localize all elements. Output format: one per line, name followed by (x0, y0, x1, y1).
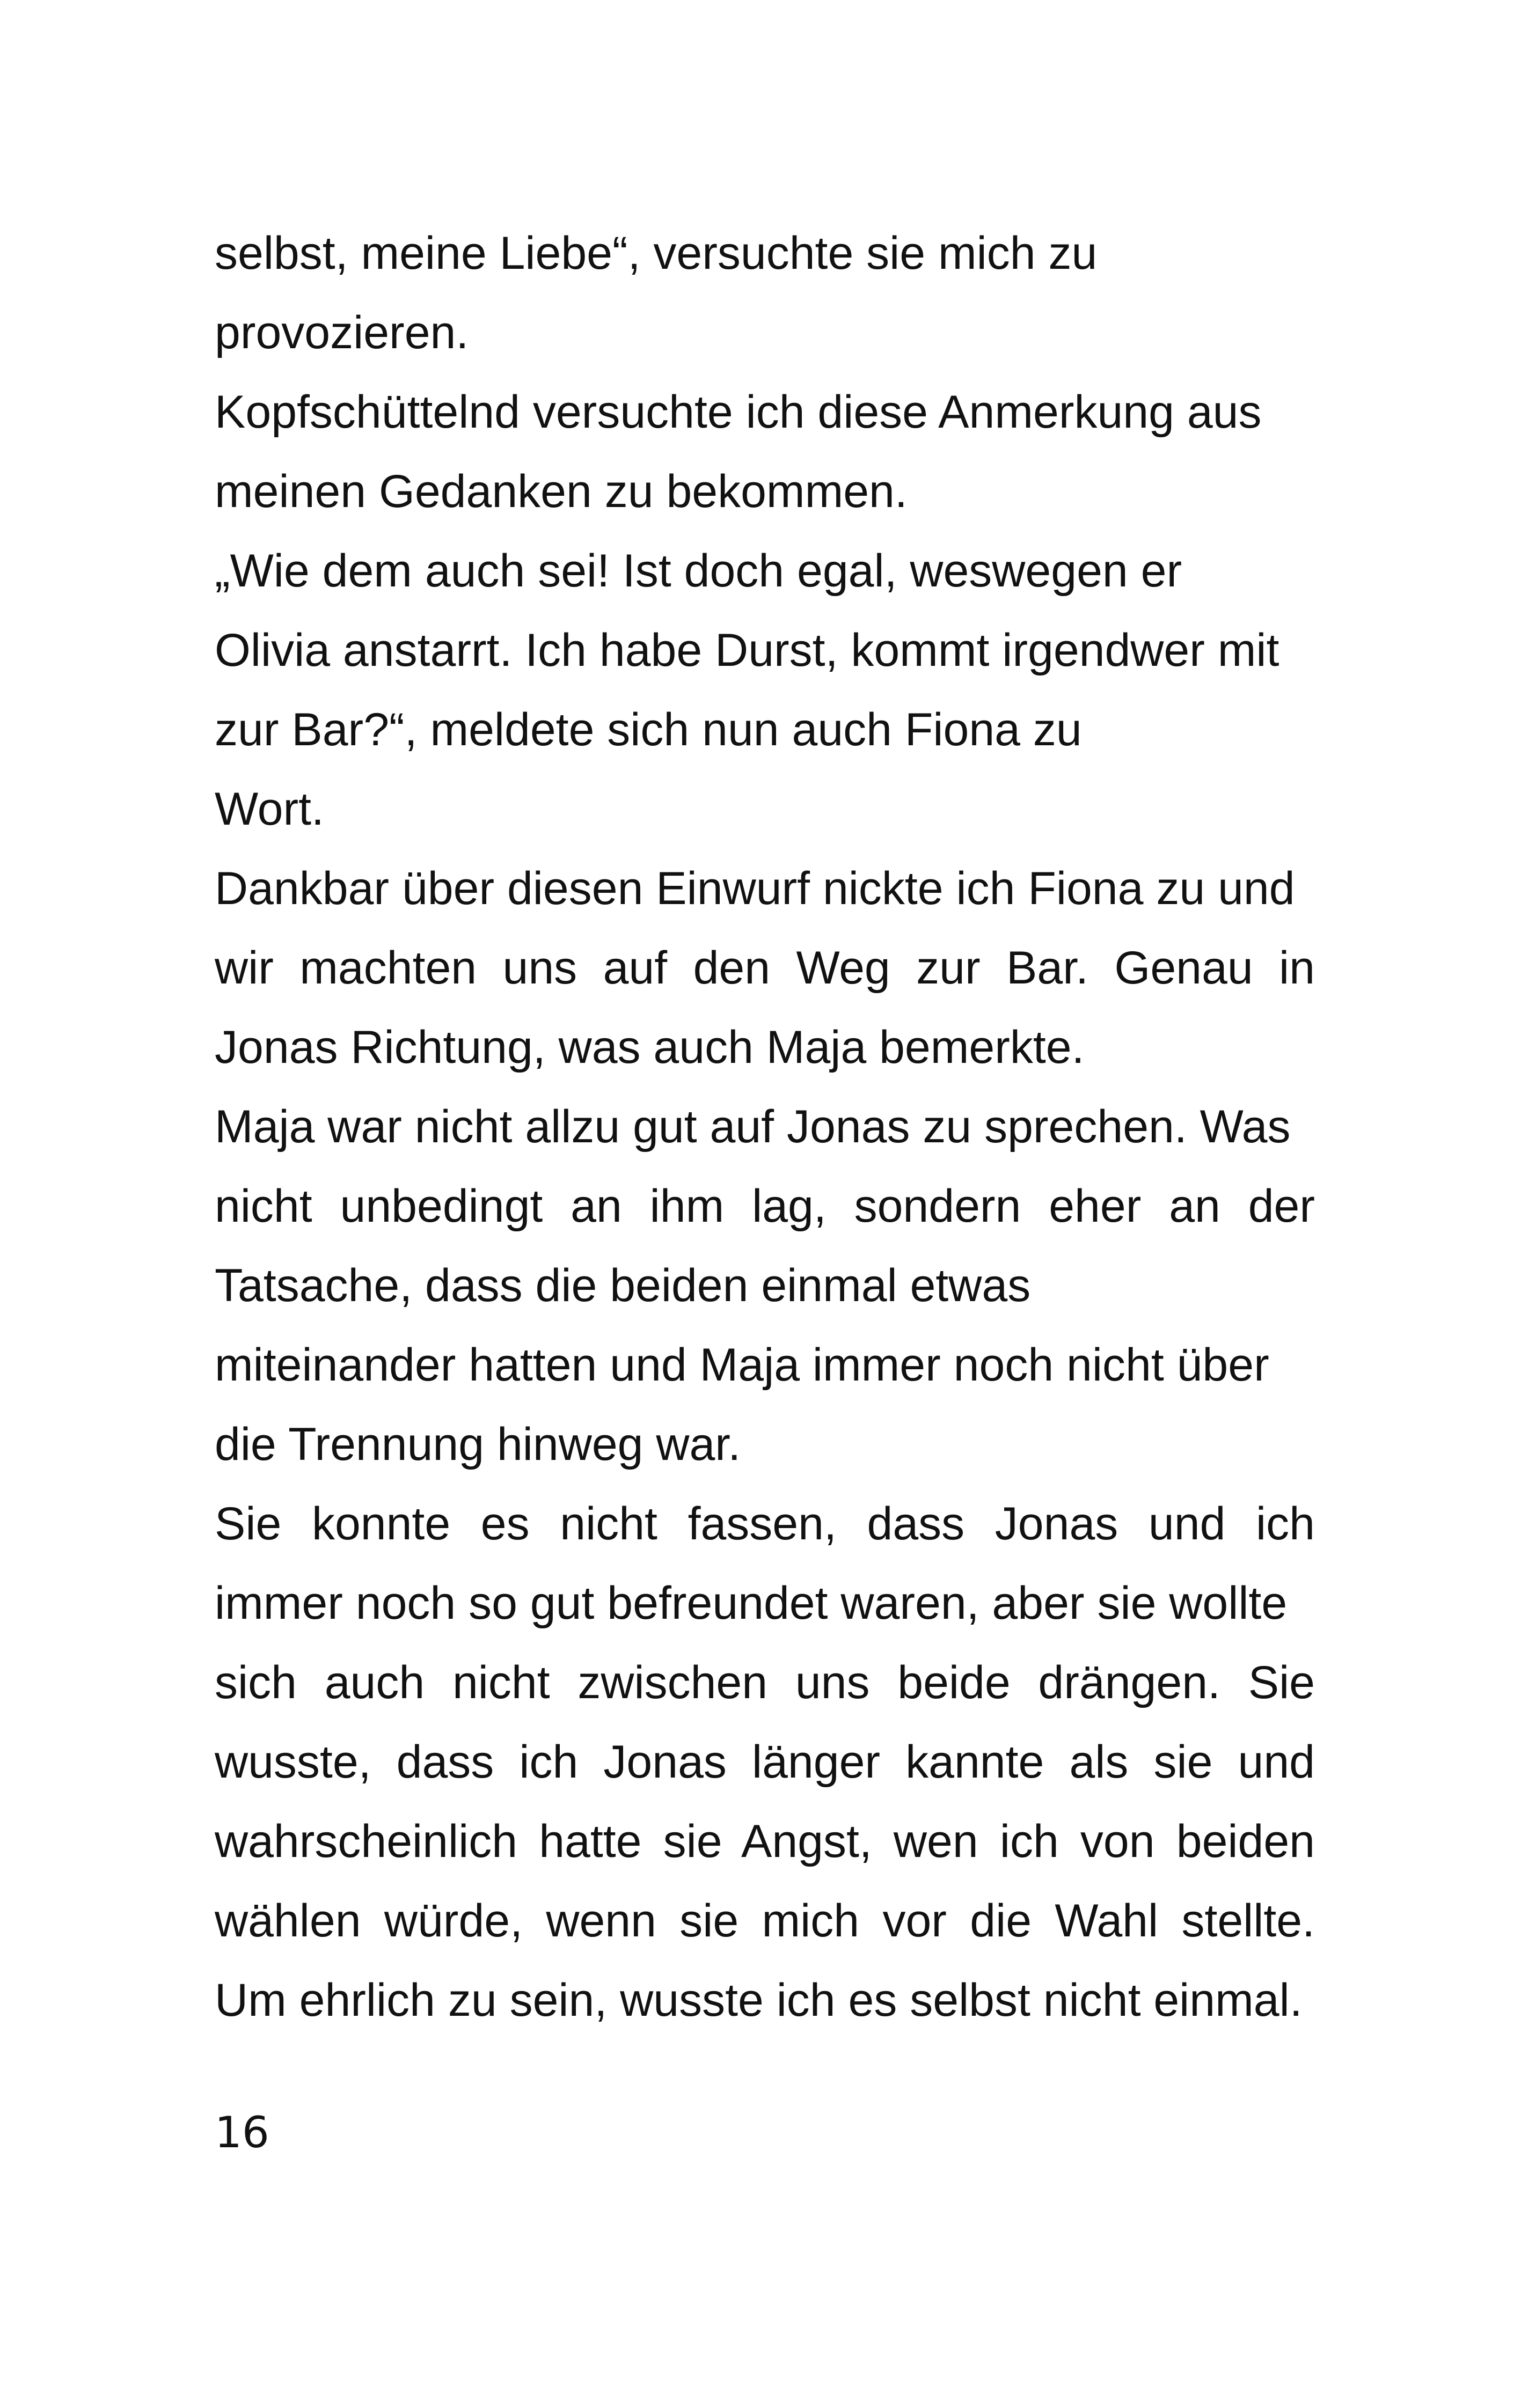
text-line: wahrscheinlich hatte sie Angst, wen ich von beiden (215, 1816, 1315, 1867)
text-line: Kopfschüttelnd versuchte ich diese Anmerkung aus (215, 386, 1262, 438)
text-line: Sie konnte es nicht fassen, dass Jonas und ich (215, 1498, 1315, 1550)
text-line: wir machten uns auf den Weg zur Bar. Genau in (215, 942, 1315, 994)
text-line: meinen Gedanken zu bekommen. (215, 466, 908, 517)
page-number: 16 (215, 2108, 269, 2157)
text-line: Wort. (215, 783, 324, 835)
text-line: zur Bar?“, meldete sich nun auch Fiona zu (215, 704, 1082, 755)
text-line: Olivia anstarrt. Ich habe Durst, kommt irgendwer mit (215, 625, 1279, 676)
text-line: Um ehrlich zu sein, wusste ich es selbst nicht einmal. (215, 1974, 1303, 2026)
text-line: provozieren. (215, 307, 469, 358)
text-line: nicht unbedingt an ihm lag, sondern eher an der (215, 1180, 1315, 1232)
body-text (215, 214, 1315, 2040)
text-line: „Wie dem auch sei! Ist doch egal, weswegen er (215, 545, 1182, 597)
text-line: wählen würde, wenn sie mich vor die Wahl stellte. (215, 1895, 1315, 1947)
text-line: wusste, dass ich Jonas länger kannte als sie und (215, 1736, 1315, 1788)
text-line: immer noch so gut befreundet waren, aber sie wollte (215, 1577, 1288, 1629)
text-line: Maja war nicht allzu gut auf Jonas zu sprechen. Was (215, 1101, 1291, 1152)
text-line: miteinander hatten und Maja immer noch nicht über (215, 1339, 1269, 1391)
text-line: die Trennung hinweg war. (215, 1419, 741, 1470)
text-line: Jonas Richtung, was auch Maja bemerkte. (215, 1022, 1085, 1073)
text-line: sich auch nicht zwischen uns beide drängen. Sie (215, 1657, 1315, 1708)
text-line: selbst, meine Liebe“, versuchte sie mich zu (215, 227, 1098, 279)
text-line: Dankbar über diesen Einwurf nickte ich Fiona zu und (215, 863, 1295, 914)
text-line: Tatsache, dass die beiden einmal etwas (215, 1260, 1031, 1311)
